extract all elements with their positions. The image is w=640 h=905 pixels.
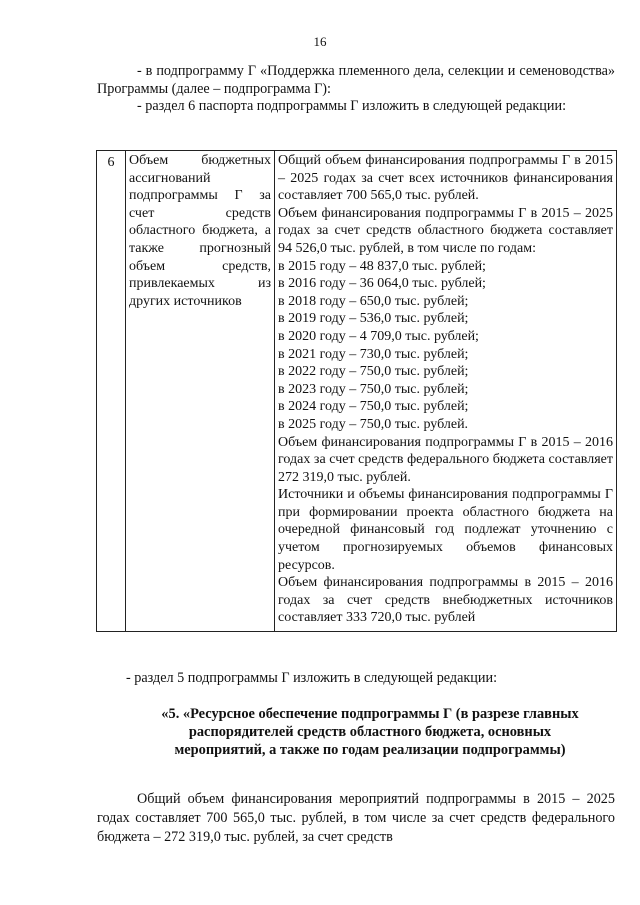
extrabudget-financing: Объем финансирования подпрограммы в 2015 – 2016 годах за счет средств внебюджетных источников составляет 333 720,0 тыс. рублей — [278, 575, 613, 626]
year-line: в 2019 году – 536,0 тыс. рублей; — [278, 311, 469, 327]
year-line: в 2020 году – 4 709,0 тыс. рублей; — [278, 328, 479, 344]
passport-table — [96, 150, 617, 632]
section-heading: «5. «Ресурсное обеспечение подпрограммы Г (в разрезе главных распорядителей средств областного бюджета, основных мероприятий, а также по годам реализации подпрограммы) — [161, 706, 579, 758]
regional-financing: Объем финансирования подпрограммы Г в 2015 – 2025 годах за счет средств областного бюджета составляет 94 526,0 тыс. рублей, в том числе по годам: — [278, 205, 613, 256]
sources-note: Источники и объемы финансирования подпрограммы Г при формировании проекта областного бюджета на очередной финансовый год подлежат уточнению с учетом прогнозируемых объемов финансовых ресурсов. — [278, 487, 613, 573]
year-line: в 2021 году – 730,0 тыс. рублей; — [278, 346, 469, 362]
year-line: в 2018 году – 650,0 тыс. рублей; — [278, 293, 469, 309]
intro-text — [97, 63, 615, 116]
row-label: Объем бюджетных ассигнований подпрограммы Г за счет средств областного бюджета, а также прогнозный объем средств, привлекаемых из других источников — [126, 151, 275, 632]
intro-line-section: - раздел 6 паспорта подпрограммы Г изложить в следующей редакции: — [137, 98, 567, 114]
row-number: 6 — [97, 151, 126, 632]
total-financing: Общий объем финансирования подпрограммы Г в 2015 – 2025 годах за счет всех источников финансирования составляет 700 565,0 тыс. рублей. — [278, 153, 613, 204]
year-line: в 2022 году – 750,0 тыс. рублей; — [278, 364, 469, 380]
row-content — [275, 151, 617, 632]
section-note: - раздел 5 подпрограммы Г изложить в следующей редакции: — [126, 670, 498, 686]
year-line: в 2024 году – 750,0 тыс. рублей; — [278, 399, 469, 415]
page-number: 16 — [313, 34, 327, 49]
body-paragraph: Общий объем финансирования мероприятий подпрограммы в 2015 – 2025 годах составляет 700 565,0 тыс. рублей, в том числе за счет средств федерального бюджета – 272 319,0 тыс. рублей, за счет средств — [97, 791, 615, 845]
federal-financing: Объем финансирования подпрограммы Г в 2015 – 2016 годах за счет средств федерального бюджета составляет 272 319,0 тыс. рублей. — [278, 434, 613, 485]
table-row — [97, 151, 617, 632]
intro-line-subprogram: - в подпрограмму Г «Поддержка племенного дела, селекции и семеноводства» Программы (далее – подпрограмма Г): — [97, 63, 615, 97]
year-line: в 2025 году – 750,0 тыс. рублей. — [278, 416, 469, 432]
year-line: в 2023 году – 750,0 тыс. рублей; — [278, 381, 469, 397]
year-line: в 2016 году – 36 064,0 тыс. рублей; — [278, 276, 486, 292]
year-line: в 2015 году – 48 837,0 тыс. рублей; — [278, 258, 486, 274]
